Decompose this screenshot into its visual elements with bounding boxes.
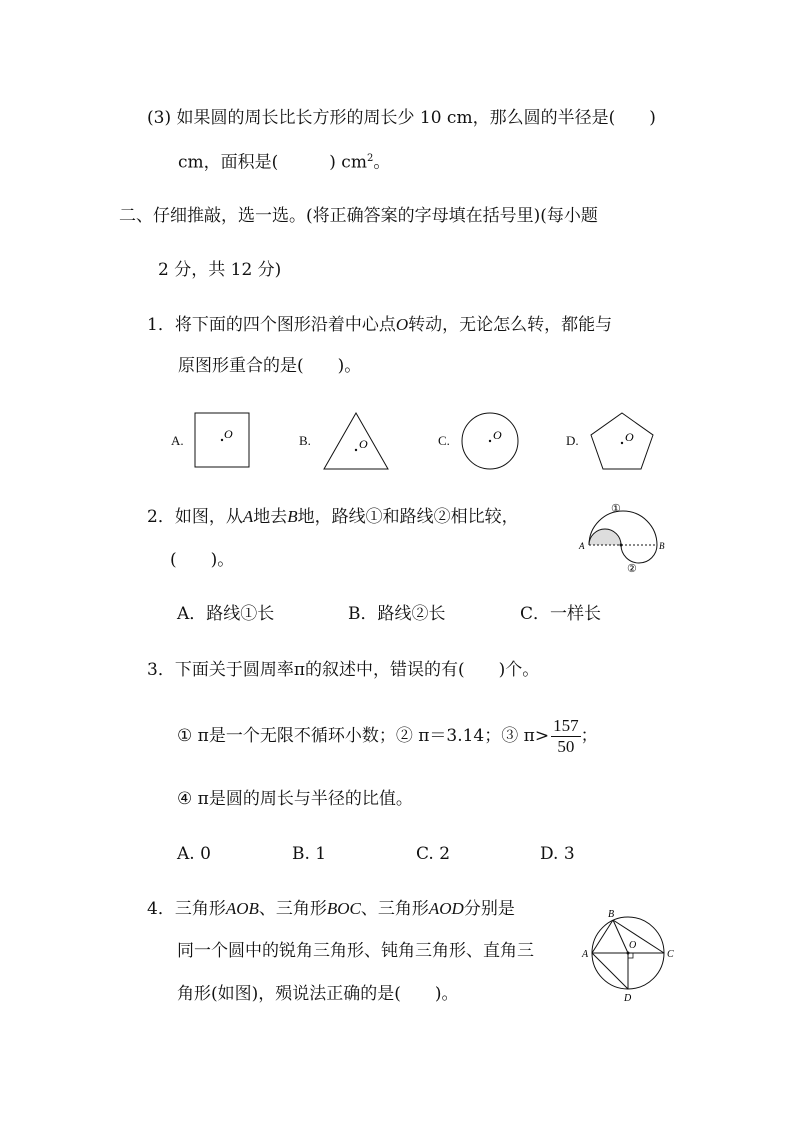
q3-sub-line2: cm，面积是( ) $cm^2$。	[178, 152, 391, 173]
q4-circle-figure	[580, 905, 680, 1005]
section2-heading: 二、仔细推敲，选一选。(将正确答案的字母填在括号里)(每小题	[119, 206, 598, 226]
point-b-label: B	[659, 541, 665, 551]
route-1-label: ①	[611, 503, 621, 515]
circle-center-dot	[489, 440, 491, 442]
q2-option-b: B．路线②长	[348, 604, 446, 624]
center-o-dot	[627, 952, 630, 955]
q1-option-b-label: B.	[299, 433, 311, 448]
q3-statement-4: ④ π是圆的周长与半径的比值。	[177, 789, 413, 809]
point-a-label: A	[579, 541, 585, 551]
segment-ab	[592, 920, 613, 953]
route-2-arc-left	[589, 529, 621, 545]
route-2-label: ②	[627, 563, 637, 575]
q1-line2: 原图形重合的是( )。	[178, 356, 362, 376]
q3-option-a: A. 0	[177, 844, 211, 864]
q2-option-a: A．路线①长	[177, 604, 275, 624]
q4-label-d: D	[624, 993, 632, 1004]
q3-option-d: D. 3	[540, 844, 575, 864]
square-center-dot	[221, 439, 223, 441]
q3-fraction: $\frac{157}{50}$	[553, 716, 579, 756]
q4-label-c: C	[667, 949, 674, 960]
q2-route-figure	[575, 500, 675, 580]
q2-option-c: C．一样长	[520, 604, 602, 624]
section2-heading-cont: 2 分，共 12 分)	[158, 260, 282, 280]
q1-line1: 1．将下面的四个图形沿着中心点O转动，无论怎么转，都能与	[147, 315, 613, 335]
q3-sub-line1: (3) 如果圆的周长比长方形的周长少 10 cm，那么圆的半径是( )	[147, 108, 656, 128]
square-center-label: O	[224, 427, 233, 441]
q3-option-c: C. 2	[416, 844, 451, 864]
pentagon-center-label: O	[625, 430, 634, 444]
triangle-center-dot	[355, 449, 357, 451]
q1-option-a-label: A.	[171, 433, 184, 448]
q1-option-c-label: C.	[438, 433, 450, 448]
q1-option-d-label: D.	[566, 433, 579, 448]
triangle-center-label: O	[359, 437, 368, 451]
q3-line1: 3．下面关于圆周率π的叙述中，错误的有( )个。	[147, 660, 540, 680]
triangle-shape	[324, 413, 388, 469]
q2-line1: 2．如图，从A地去B地，路线①和路线②相比较，	[147, 507, 519, 527]
pentagon-center-dot	[621, 442, 623, 444]
q4-label-a: A	[582, 949, 589, 960]
q3-statements-line: ① π是一个无限不循环小数；② π＝3.14；③ π> $\frac{157}{50}$ ；	[177, 716, 598, 756]
q4-line2: 同一个圆中的锐角三角形、钝角三角形、直角三	[177, 941, 534, 961]
q4-label-o: O	[629, 940, 637, 951]
q1-shapes-figure	[0, 408, 794, 478]
q4-line1: 4．三角形AOB、三角形BOC、三角形AOD分别是	[147, 899, 515, 919]
route-2-arc-right	[621, 545, 657, 563]
circle-center-label: O	[493, 428, 502, 442]
pentagon-shape	[591, 413, 653, 469]
q3-option-b: B. 1	[292, 844, 327, 864]
q4-line3: 角形(如图)，殒说法正确的是( )。	[177, 984, 459, 1004]
q2-line2: ( )。	[170, 550, 235, 570]
q4-label-b: B	[608, 909, 615, 920]
route-midpoint	[620, 544, 623, 547]
